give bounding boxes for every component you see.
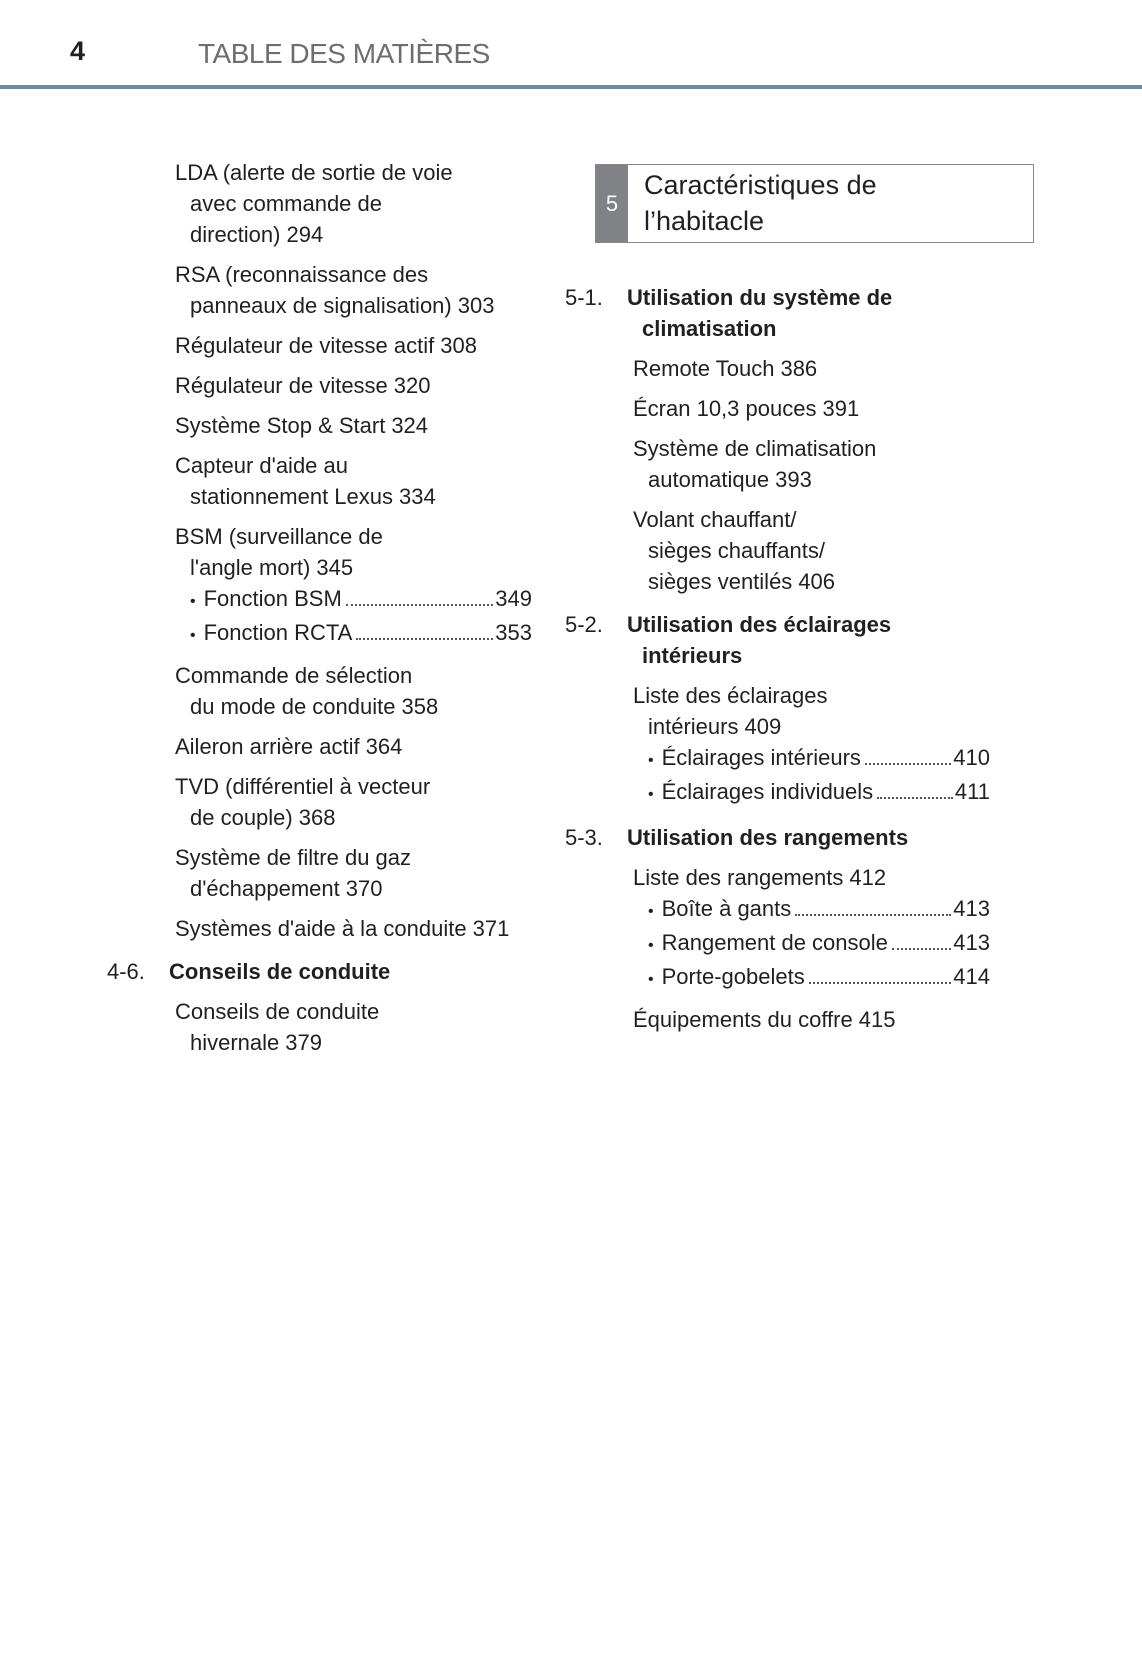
section-number: 5-2. <box>565 612 603 637</box>
entry-last-line <box>633 566 990 597</box>
toc-entry[interactable] <box>107 521 532 583</box>
page-ref[interactable]: 371 <box>472 916 510 941</box>
entry-text-line: BSM (surveillance de <box>175 524 383 549</box>
toc-entry[interactable] <box>107 259 532 321</box>
entry-text-line: Commande de sélection <box>175 663 413 688</box>
page-ref[interactable]: 391 <box>822 396 860 421</box>
toc-subentry[interactable] <box>565 961 990 995</box>
toc-entry[interactable] <box>565 504 990 597</box>
entry-text-line: du mode de conduite <box>190 694 396 719</box>
entry-text-line: de couple) <box>190 805 293 830</box>
entry-last-line <box>175 219 532 250</box>
page-ref[interactable]: 370 <box>345 876 383 901</box>
page-ref[interactable]: 358 <box>401 694 439 719</box>
entry-last-line <box>175 802 532 833</box>
entry-text: Éclairages individuels <box>661 779 874 804</box>
toc-subentry[interactable] <box>107 583 532 617</box>
entry-text-line: intérieurs <box>648 714 739 739</box>
entry-last-line <box>175 731 532 762</box>
entry-text-line: l'angle mort) <box>190 555 311 580</box>
section-number: 5-3. <box>565 825 603 850</box>
page-ref[interactable]: 324 <box>391 413 429 438</box>
entry-text: Fonction RCTA <box>203 620 353 645</box>
toc-entry[interactable] <box>565 393 990 424</box>
chapter-box <box>595 164 1034 243</box>
dot-leader <box>346 604 494 606</box>
entry-text: Boîte à gants <box>661 896 792 921</box>
entry-text-line: Aileron arrière actif <box>175 734 360 759</box>
page-number: 4 <box>70 36 86 66</box>
entry-text-line: Régulateur de vitesse actif <box>175 333 435 358</box>
page-ref[interactable]: 349 <box>495 586 532 611</box>
toc-entry[interactable] <box>107 450 532 512</box>
entry-text-line: sièges ventilés <box>648 569 793 594</box>
entry-text-line: Remote Touch <box>633 356 775 381</box>
bullet-icon: • <box>190 593 196 610</box>
toc-entry[interactable] <box>107 731 532 762</box>
page-ref[interactable]: 294 <box>286 222 324 247</box>
entry-text-line: Écran 10,3 pouces <box>633 396 817 421</box>
entry-text-line: LDA (alerte de sortie de voie <box>175 160 453 185</box>
section-title <box>627 822 908 853</box>
toc-subentry[interactable] <box>565 893 990 927</box>
entry-last-line <box>175 290 532 321</box>
toc-left-column <box>107 148 532 1058</box>
entry-last-line <box>633 1004 990 1035</box>
page-ref[interactable]: 393 <box>775 467 812 492</box>
page-ref[interactable]: 303 <box>457 293 495 318</box>
page-ref[interactable]: 410 <box>953 745 990 770</box>
entry-text-line: stationnement Lexus <box>190 484 394 509</box>
page-ref[interactable]: 368 <box>298 805 336 830</box>
entry-last-line <box>175 330 532 361</box>
page-ref[interactable]: 406 <box>798 569 836 594</box>
page-ref[interactable]: 379 <box>285 1030 322 1055</box>
bullet-icon: • <box>648 937 654 954</box>
section-title-line: climatisation <box>642 316 777 341</box>
entry-text-line: direction) <box>190 222 281 247</box>
entry-text-line: hivernale <box>190 1030 280 1055</box>
page-ref[interactable]: 411 <box>954 779 990 804</box>
toc-entry[interactable] <box>565 680 990 742</box>
chapter-title <box>644 167 877 239</box>
section-heading <box>107 956 532 987</box>
entry-last-line <box>175 481 532 512</box>
page-ref[interactable]: 414 <box>953 964 990 989</box>
section-title-line: Utilisation des éclairages <box>627 612 892 637</box>
page-ref[interactable]: 308 <box>440 333 477 358</box>
toc-entry[interactable] <box>107 771 532 833</box>
toc-entry[interactable] <box>107 842 532 904</box>
entry-last-line <box>175 691 532 722</box>
entry-last-line <box>633 862 990 893</box>
entry-last-line <box>175 913 532 944</box>
toc-entry[interactable] <box>565 353 990 384</box>
page-ref[interactable]: 334 <box>399 484 436 509</box>
header-rule <box>0 85 1142 89</box>
dot-leader <box>809 982 952 984</box>
page-ref[interactable]: 413 <box>953 896 990 921</box>
toc-entry[interactable] <box>107 410 532 441</box>
entry-text-line: Système Stop & Start <box>175 413 386 438</box>
bullet-icon: • <box>648 786 654 803</box>
entry-text-line: Système de climatisation <box>633 436 877 461</box>
section-title-line: Utilisation des rangements <box>627 825 909 850</box>
page-ref[interactable]: 345 <box>316 555 354 580</box>
entry-text-line: Liste des rangements <box>633 865 844 890</box>
entry-last-line <box>175 552 532 583</box>
chapter-title-line: Caractéristiques de <box>644 170 877 200</box>
page-ref[interactable]: 353 <box>495 620 532 645</box>
page-ref[interactable]: 413 <box>953 930 990 955</box>
entry-text-line: Systèmes d'aide à la conduite <box>175 916 467 941</box>
dot-leader <box>892 948 951 950</box>
dot-leader <box>356 638 493 640</box>
entry-text-line: Volant chauffant/ <box>633 507 797 532</box>
entry-text-line: Système de filtre du gaz <box>175 845 412 870</box>
toc-entry[interactable] <box>565 862 990 893</box>
entry-text-line: RSA (reconnaissance des <box>175 262 429 287</box>
entry-last-line <box>175 370 532 401</box>
section-title-line: intérieurs <box>642 643 743 668</box>
bullet-icon: • <box>190 627 196 644</box>
toc-entry[interactable] <box>107 157 532 250</box>
entry-text-line: avec commande de <box>190 191 382 216</box>
toc-entry[interactable] <box>107 660 532 722</box>
chapter-title-line: l’habitacle <box>644 206 765 236</box>
section-title <box>627 609 891 671</box>
entry-text-line: Liste des éclairages <box>633 683 828 708</box>
toc-subentry[interactable] <box>565 776 990 810</box>
section-number: 4-6. <box>107 959 145 984</box>
toc-entry[interactable] <box>565 433 990 495</box>
page-ref[interactable]: 320 <box>393 373 431 398</box>
toc-entry[interactable] <box>107 913 532 944</box>
toc-entry[interactable] <box>107 330 532 361</box>
entry-text-line: TVD (différentiel à vecteur <box>175 774 431 799</box>
section-number: 5-1. <box>565 285 603 310</box>
entry-last-line <box>175 410 532 441</box>
page-ref[interactable]: 412 <box>849 865 887 890</box>
entry-text-line: Conseils de conduite <box>175 999 380 1024</box>
toc-right-column <box>565 270 990 1035</box>
toc-subentry[interactable] <box>107 617 532 651</box>
bullet-icon: • <box>648 752 654 769</box>
entry-text-line: panneaux de signalisation) <box>190 293 452 318</box>
entry-last-line <box>633 353 990 384</box>
page-title: TABLE DES MATIÈRES <box>198 38 490 69</box>
toc-subentry[interactable] <box>565 742 990 776</box>
bullet-icon: • <box>648 971 654 988</box>
dot-leader <box>865 763 951 765</box>
entry-text-line: sièges chauffants/ <box>648 538 825 563</box>
entry-text: Porte-gobelets <box>661 964 805 989</box>
entry-last-line <box>175 873 532 904</box>
entry-last-line <box>633 393 990 424</box>
entry-text: Éclairages intérieurs <box>661 745 861 770</box>
entry-text-line: Équipements du coffre <box>633 1007 853 1032</box>
toc-subentry[interactable] <box>565 927 990 961</box>
entry-last-line <box>633 711 990 742</box>
section-title-line: Utilisation du système de <box>627 285 893 310</box>
bullet-icon: • <box>648 903 654 920</box>
toc-entry[interactable] <box>107 370 532 401</box>
page-ref[interactable]: 415 <box>858 1007 896 1032</box>
section-title <box>169 956 390 987</box>
toc-entry[interactable] <box>565 1004 990 1035</box>
entry-text-line: d'échappement <box>190 876 340 901</box>
chapter-number: 5 <box>596 165 628 242</box>
dot-leader <box>877 797 953 799</box>
page-ref[interactable]: 409 <box>744 714 782 739</box>
entry-text: Fonction BSM <box>203 586 342 611</box>
section-heading <box>565 282 990 344</box>
entry-text-line: automatique <box>648 467 770 492</box>
section-heading <box>565 609 990 671</box>
dot-leader <box>795 914 951 916</box>
page-ref[interactable]: 386 <box>780 356 818 381</box>
entry-text-line: Capteur d'aide au <box>175 453 348 478</box>
toc-entry[interactable] <box>107 996 532 1058</box>
section-title-line: Conseils de conduite <box>169 959 391 984</box>
entry-last-line <box>633 464 990 495</box>
entry-text: Rangement de console <box>661 930 888 955</box>
page-ref[interactable]: 364 <box>365 734 403 759</box>
section-heading <box>565 822 990 853</box>
entry-last-line <box>175 1027 532 1058</box>
entry-text-line: Régulateur de vitesse <box>175 373 388 398</box>
section-title <box>627 282 892 344</box>
